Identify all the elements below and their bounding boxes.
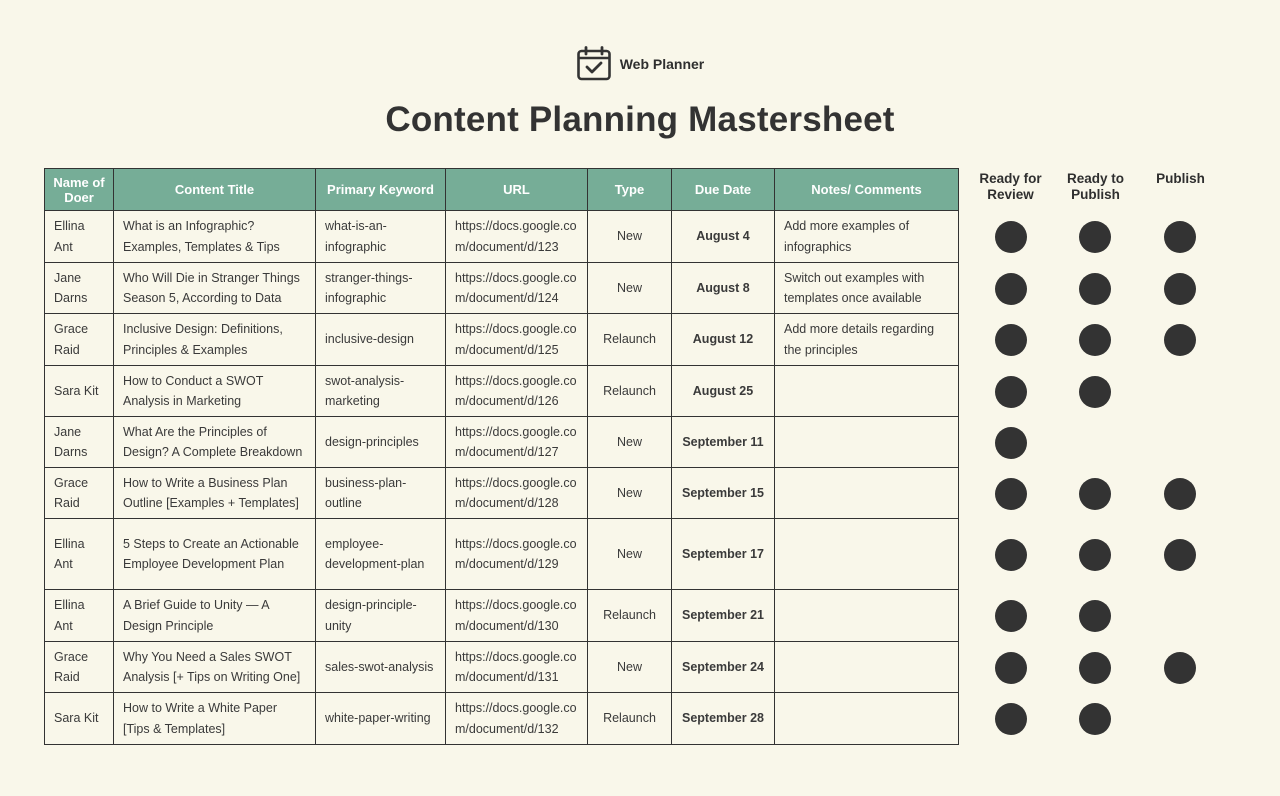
cell-notes[interactable]: Switch out examples with templates once available — [775, 263, 959, 314]
ready-to-publish-dot[interactable] — [1079, 376, 1111, 408]
table-row — [45, 263, 959, 314]
cell-name[interactable]: Sara Kit — [45, 366, 114, 417]
cell-keyword[interactable]: what-is-an-infographic — [316, 211, 446, 263]
cell-keyword[interactable]: inclusive-design — [316, 314, 446, 366]
col-header-title[interactable]: Content Title — [114, 169, 316, 211]
cell-title[interactable]: 5 Steps to Create an Actionable Employee Development Plan — [114, 519, 316, 590]
content-table — [44, 168, 959, 745]
cell-title[interactable]: How to Conduct a SWOT Analysis in Marketing — [114, 366, 316, 417]
cell-due-date[interactable]: September 24 — [672, 642, 775, 693]
col-header-keyword[interactable]: Primary Keyword — [316, 169, 446, 211]
ready-to-publish-dot[interactable] — [1079, 652, 1111, 684]
publish-dot[interactable] — [1164, 652, 1196, 684]
col-header-due-date[interactable]: Due Date — [672, 169, 775, 211]
cell-notes[interactable] — [775, 468, 959, 519]
cell-name[interactable]: Grace Raid — [45, 468, 114, 519]
cell-notes[interactable] — [775, 590, 959, 642]
cell-name[interactable]: Ellina Ant — [45, 519, 114, 590]
ready-for-review-dot[interactable] — [995, 703, 1027, 735]
cell-title[interactable]: What is an Infographic? Examples, Templates & Tips — [114, 211, 316, 263]
ready-for-review-dot[interactable] — [995, 221, 1027, 253]
cell-notes[interactable] — [775, 693, 959, 745]
cell-type[interactable]: Relaunch — [588, 693, 672, 745]
cell-url[interactable]: https://docs.google.com/document/d/126 — [446, 366, 588, 417]
cell-due-date[interactable]: August 8 — [672, 263, 775, 314]
cell-due-date[interactable]: September 15 — [672, 468, 775, 519]
ready-for-review-dot[interactable] — [995, 652, 1027, 684]
cell-notes[interactable] — [775, 417, 959, 468]
cell-url[interactable]: https://docs.google.com/document/d/131 — [446, 642, 588, 693]
brand — [0, 46, 1280, 82]
cell-title[interactable]: A Brief Guide to Unity — A Design Principle — [114, 590, 316, 642]
cell-due-date[interactable]: August 12 — [672, 314, 775, 366]
cell-keyword[interactable]: stranger-things-infographic — [316, 263, 446, 314]
ready-for-review-dot[interactable] — [995, 427, 1027, 459]
col-header-url[interactable]: URL — [446, 169, 588, 211]
cell-type[interactable]: New — [588, 417, 672, 468]
ready-to-publish-dot[interactable] — [1079, 600, 1111, 632]
table-row — [45, 314, 959, 366]
ready-to-publish-dot[interactable] — [1079, 221, 1111, 253]
table-header-row — [45, 169, 959, 211]
cell-name[interactable]: Sara Kit — [45, 693, 114, 745]
status-header-ready-for-review: Ready for Review — [979, 171, 1042, 202]
cell-name[interactable]: Jane Darns — [45, 263, 114, 314]
cell-name[interactable]: Ellina Ant — [45, 590, 114, 642]
cell-due-date[interactable]: August 25 — [672, 366, 775, 417]
table-row — [45, 693, 959, 745]
cell-notes[interactable]: Add more examples of infographics — [775, 211, 959, 263]
cell-notes[interactable]: Add more details regarding the principles — [775, 314, 959, 366]
cell-due-date[interactable]: August 4 — [672, 211, 775, 263]
cell-url[interactable]: https://docs.google.com/document/d/123 — [446, 211, 588, 263]
ready-for-review-dot[interactable] — [995, 376, 1027, 408]
ready-to-publish-dot[interactable] — [1079, 324, 1111, 356]
table-row — [45, 417, 959, 468]
cell-name[interactable]: Ellina Ant — [45, 211, 114, 263]
cell-keyword[interactable]: swot-analysis-marketing — [316, 366, 446, 417]
cell-notes[interactable] — [775, 519, 959, 590]
publish-dot[interactable] — [1164, 539, 1196, 571]
ready-to-publish-dot[interactable] — [1079, 273, 1111, 305]
cell-keyword[interactable]: design-principles — [316, 417, 446, 468]
cell-name[interactable]: Jane Darns — [45, 417, 114, 468]
ready-to-publish-dot[interactable] — [1079, 539, 1111, 571]
cell-type[interactable]: Relaunch — [588, 590, 672, 642]
cell-title[interactable]: Who Will Die in Stranger Things Season 5, According to Data — [114, 263, 316, 314]
cell-notes[interactable] — [775, 366, 959, 417]
cell-title[interactable]: How to Write a White Paper [Tips & Templates] — [114, 693, 316, 745]
table-row — [45, 590, 959, 642]
cell-keyword[interactable]: sales-swot-analysis — [316, 642, 446, 693]
cell-title[interactable]: What Are the Principles of Design? A Complete Breakdown — [114, 417, 316, 468]
cell-url[interactable]: https://docs.google.com/document/d/125 — [446, 314, 588, 366]
ready-to-publish-dot[interactable] — [1079, 703, 1111, 735]
ready-for-review-dot[interactable] — [995, 324, 1027, 356]
col-header-type[interactable]: Type — [588, 169, 672, 211]
cell-url[interactable]: https://docs.google.com/document/d/128 — [446, 468, 588, 519]
table-row — [45, 642, 959, 693]
ready-for-review-dot[interactable] — [995, 478, 1027, 510]
publish-dot[interactable] — [1164, 478, 1196, 510]
cell-due-date[interactable]: September 11 — [672, 417, 775, 468]
cell-name[interactable]: Grace Raid — [45, 314, 114, 366]
table-row — [45, 211, 959, 263]
cell-keyword[interactable]: employee-development-plan — [316, 519, 446, 590]
cell-url[interactable]: https://docs.google.com/document/d/124 — [446, 263, 588, 314]
cell-title[interactable]: Inclusive Design: Definitions, Principles & Examples — [114, 314, 316, 366]
cell-notes[interactable] — [775, 642, 959, 693]
col-header-notes[interactable]: Notes/ Comments — [775, 169, 959, 211]
cell-url[interactable]: https://docs.google.com/document/d/130 — [446, 590, 588, 642]
cell-url[interactable]: https://docs.google.com/document/d/127 — [446, 417, 588, 468]
status-headers — [968, 171, 1224, 203]
publish-dot[interactable] — [1164, 273, 1196, 305]
page-title: Content Planning Mastersheet — [385, 100, 895, 139]
cell-keyword[interactable]: business-plan-outline — [316, 468, 446, 519]
publish-dot[interactable] — [1164, 221, 1196, 253]
cell-type[interactable]: New — [588, 642, 672, 693]
ready-for-review-dot[interactable] — [995, 539, 1027, 571]
cell-title[interactable]: How to Write a Business Plan Outline [Examples + Templates] — [114, 468, 316, 519]
ready-for-review-dot[interactable] — [995, 273, 1027, 305]
cell-keyword[interactable]: white-paper-writing — [316, 693, 446, 745]
cell-due-date[interactable]: September 21 — [672, 590, 775, 642]
table-row — [45, 366, 959, 417]
cell-due-date[interactable]: September 28 — [672, 693, 775, 745]
cell-type[interactable]: New — [588, 519, 672, 590]
brand-name: Web Planner — [619, 56, 705, 72]
cell-type[interactable]: Relaunch — [588, 314, 672, 366]
status-header-publish: Publish — [1156, 171, 1205, 186]
calendar-check-icon — [576, 46, 612, 82]
table-row — [45, 519, 959, 590]
status-header-ready-to-publish: Ready to Publish — [1066, 171, 1124, 202]
cell-due-date[interactable]: September 17 — [672, 519, 775, 590]
cell-title[interactable]: Why You Need a Sales SWOT Analysis [+ Tips on Writing One] — [114, 642, 316, 693]
cell-type[interactable]: Relaunch — [588, 366, 672, 417]
ready-for-review-dot[interactable] — [995, 600, 1027, 632]
cell-type[interactable]: New — [588, 211, 672, 263]
cell-url[interactable]: https://docs.google.com/document/d/129 — [446, 519, 588, 590]
publish-dot[interactable] — [1164, 324, 1196, 356]
col-header-name[interactable]: Name of Doer — [45, 169, 114, 211]
ready-to-publish-dot[interactable] — [1079, 478, 1111, 510]
cell-type[interactable]: New — [588, 263, 672, 314]
cell-url[interactable]: https://docs.google.com/document/d/132 — [446, 693, 588, 745]
table-row — [45, 468, 959, 519]
cell-type[interactable]: New — [588, 468, 672, 519]
cell-name[interactable]: Grace Raid — [45, 642, 114, 693]
cell-keyword[interactable]: design-principle-unity — [316, 590, 446, 642]
